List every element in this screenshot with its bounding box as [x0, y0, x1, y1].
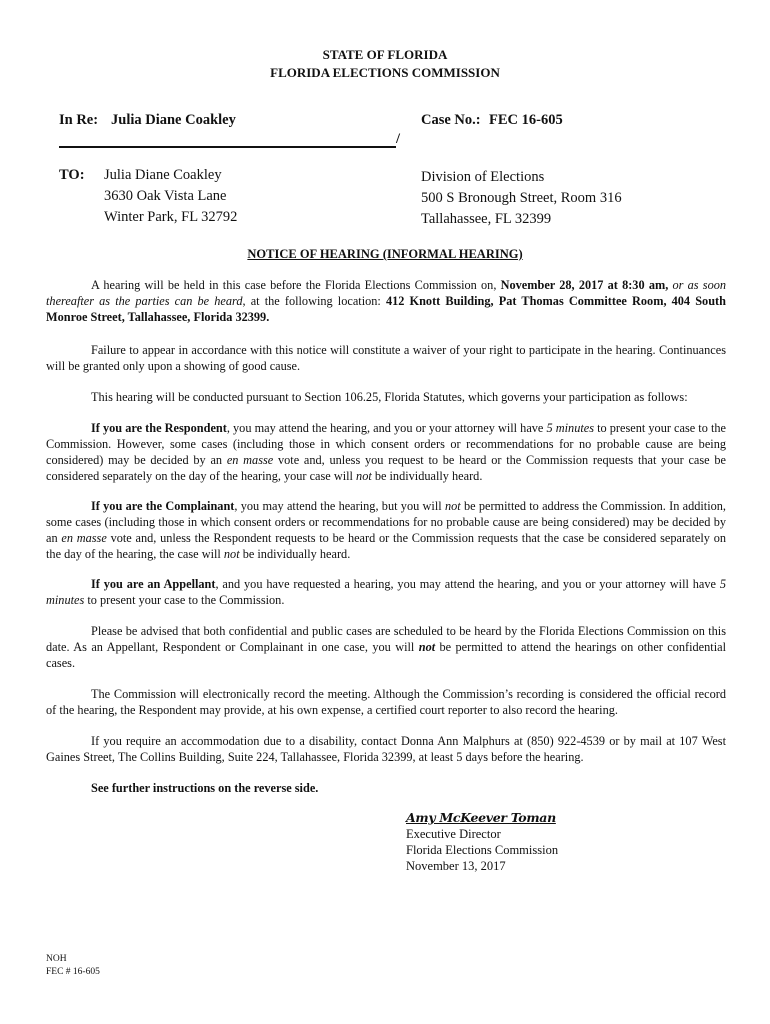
paragraph-appellant: If you are an Appellant, and you have requested a hearing, you may attend the hearing, and you or your attorney will have 5 minutes to present your case to the Commission.: [46, 577, 726, 607]
paragraph-statute: This hearing will be conducted pursuant to Section 106.25, Florida Statutes, which governs your participation as follows:: [91, 390, 688, 404]
hearing-location: 412 Knott Building, Pat Thomas Committee Room, 404 South Monroe Street, Tallahassee, Florida 32399.: [46, 294, 726, 324]
reverse-side-note: See further instructions on the reverse side.: [91, 781, 319, 795]
in-re-name: Julia Diane Coakley: [111, 112, 236, 128]
paragraph-respondent: If you are the Respondent, you may attend the hearing, and you or your attorney will have 5 minutes to present your case to the Commission. However, some cases (including those in which consent orders or recommendations for no probable cause are being considered) may be decided by an en masse vote and, unless you request to be heard or the Commission requests that your case be considered separately on the day of the hearing, your case will not be individually heard.: [46, 421, 726, 483]
notice-title: NOTICE OF HEARING (INFORMAL HEARING): [247, 247, 523, 261]
footer: [46, 953, 100, 979]
in-re-label: In Re:: [59, 112, 99, 128]
division-address: [421, 167, 622, 230]
hearing-date: November 28, 2017 at 8:30 am,: [500, 278, 669, 292]
footer-doc-code: NOH: [46, 954, 67, 964]
respondent-street: 3630 Oak Vista Lane: [104, 188, 227, 204]
signature: Amy McKeever Toman: [406, 810, 556, 825]
signature-date: November 13, 2017: [406, 859, 506, 873]
paragraph-recording: The Commission will electronically record the meeting. Although the Commission’s recording is considered the official record of the hearing, the Respondent may provide, at his own expense, a certified court reporter to also record the hearing.: [46, 687, 726, 717]
case-number-label: Case No.:: [421, 112, 481, 128]
case-number: FEC 16-605: [489, 112, 563, 128]
division-street: 500 S Bronough Street, Room 316: [421, 190, 622, 206]
caption-slash: /: [396, 131, 401, 147]
paragraph-complainant: If you are the Complainant, you may attend the hearing, but you will not be permitted to address the Commission. In addition, some cases (including those in which consent orders or recommendations for no probable cause are being considered) may be decided by an en masse vote and, unless the Respondent requests to be heard or the Commission requests that the case be considered separately on the day of the hearing, the case will not be individually heard.: [46, 499, 727, 561]
state-heading: STATE OF FLORIDA: [322, 47, 448, 62]
paragraph-accommodation: If you require an accommodation due to a disability, contact Donna Ann Malphurs at (850) 922-4539 or by mail at 107 West Gaines Street, The Collins Building, Suite 224, Tallahassee, Florida 32399, at least 5 days before the hearing.: [46, 734, 726, 764]
paragraph-confidential: Please be advised that both confidential and public cases are scheduled to be heard by the Florida Elections Commission on this date. As an Appellant, Respondent or Complainant in one case, you will not be permitted to attend the hearings on other confidential cases.: [46, 624, 726, 670]
respondent-name: Julia Diane Coakley: [104, 167, 222, 183]
division-name: Division of Elections: [421, 169, 545, 185]
paragraph-hearing-date: A hearing will be held in this case before the Florida Elections Commission on, November 28, 2017 at 8:30 am, or as soon thereafter as the parties can be heard, at the following location: 412 Knott Building, Pat Thomas Committee Room, 404 South Monroe Street, Tallahassee, Florida 32399.: [46, 278, 727, 324]
respondent-address: [104, 165, 237, 228]
signer-title: Executive Director: [406, 827, 501, 841]
paragraph-failure-to-appear: Failure to appear in accordance with this notice will constitute a waiver of your right to participate in the hearing. Continuances will be granted only upon a showing of good cause.: [46, 343, 726, 373]
commission-heading: FLORIDA ELECTIONS COMMISSION: [270, 65, 500, 80]
to-label: TO:: [59, 167, 85, 183]
caption-rule: [59, 146, 396, 148]
respondent-city: Winter Park, FL 32792: [104, 209, 238, 225]
signature-block: [406, 810, 558, 874]
signer-org: Florida Elections Commission: [406, 843, 559, 857]
footer-case-ref: FEC # 16-605: [46, 967, 100, 977]
division-city: Tallahassee, FL 32399: [421, 211, 552, 227]
